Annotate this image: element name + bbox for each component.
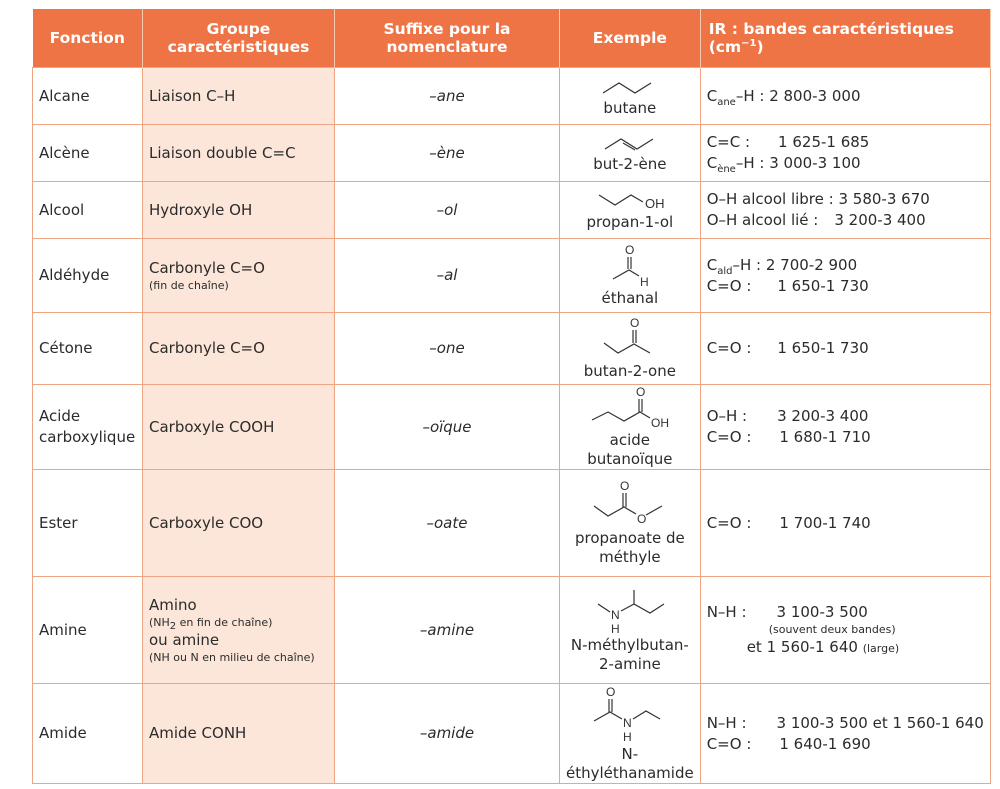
cell-fonction: Alcool <box>33 182 143 239</box>
molecule-name: butane <box>603 98 657 117</box>
atom-label: OH <box>644 195 665 211</box>
groupe-note-2: (NH ou N en milieu de chaîne) <box>149 651 315 664</box>
cell-exemple <box>560 125 701 182</box>
functional-groups-table <box>32 9 991 784</box>
cell-suffixe: –al <box>335 239 560 313</box>
but-2-ene-molecule-icon <box>595 133 665 155</box>
atom-label: O <box>619 479 630 493</box>
cell-groupe: Liaison double C=C <box>143 125 335 182</box>
ir-line: O–H : 3 200-3 400 <box>706 407 869 425</box>
ir-line: C=O : 1 640-1 690 <box>706 734 871 753</box>
table-row <box>33 385 991 470</box>
ir-line: O–H alcool lié : 3 200-3 400 <box>706 211 926 229</box>
cell-fonction: Alcène <box>33 125 143 182</box>
atom-label: H <box>610 622 620 636</box>
cell-ir <box>700 125 990 182</box>
molecule-name: butan-2-one <box>583 362 676 380</box>
ir-line: C=O : 1 650-1 730 <box>706 276 869 295</box>
atom-label: N <box>622 715 632 730</box>
atom-label: H <box>622 729 632 744</box>
table-row <box>33 182 991 239</box>
cell-groupe: Liaison C–H <box>143 68 335 125</box>
header-suffixe-label: Suffixe pour la nomenclature <box>383 20 511 56</box>
header-ir <box>700 9 990 68</box>
cell-suffixe: –oïque <box>335 385 560 470</box>
header-ir-unit-exp: −1 <box>741 37 757 49</box>
header-groupe <box>143 9 335 68</box>
propan-1-ol-molecule-icon <box>585 189 675 213</box>
molecule-name: propanoate de méthyle <box>574 529 685 566</box>
cell-groupe: Carbonyle C=O <box>143 313 335 385</box>
groupe-note: ($NH_2$ en fin de chaîne) <box>149 616 273 633</box>
molecule-name: N-éthyléthanamide <box>566 744 694 782</box>
cell-groupe: Carboxyle COO <box>143 470 335 577</box>
atom-label: O <box>624 243 635 257</box>
cell-exemple <box>560 385 701 470</box>
molecule-name: N-méthylbutan-2-amine <box>570 636 689 673</box>
ir-line: $C_{ald}-H$ : 2 700-2 900 <box>706 255 858 277</box>
cell-suffixe: –one <box>335 313 560 385</box>
butan-2-one-molecule-icon <box>590 316 670 362</box>
cell-exemple <box>560 182 701 239</box>
header-row <box>33 9 991 68</box>
table-row <box>33 470 991 577</box>
cell-fonction: Amine <box>33 577 143 684</box>
ir-line: C=O : 1 680-1 710 <box>706 428 871 446</box>
cell-ir <box>700 385 990 470</box>
table-row <box>33 684 991 784</box>
cell-fonction: Alcane <box>33 68 143 125</box>
cell-ir <box>700 684 990 784</box>
header-groupe-label: Groupe caractéristiques <box>167 20 310 56</box>
cell-suffixe: –amide <box>335 684 560 784</box>
molecule-name: acide butanoïque <box>587 431 673 468</box>
table-row <box>33 125 991 182</box>
header-exemple: Exemple <box>560 9 701 68</box>
cell-suffixe: –amine <box>335 577 560 684</box>
cell-groupe: Carboxyle COOH <box>143 385 335 470</box>
atom-label: OH <box>650 416 669 430</box>
table-row <box>33 239 991 313</box>
table-row <box>33 577 991 684</box>
butane-molecule-icon <box>595 75 665 99</box>
cell-exemple <box>560 577 701 684</box>
cell-fonction: Aldéhyde <box>33 239 143 313</box>
cell-ir <box>700 577 990 684</box>
cell-fonction: Cétone <box>33 313 143 385</box>
atom-label: H <box>639 275 649 289</box>
cell-ir <box>700 313 990 385</box>
atom-label: O <box>635 385 646 399</box>
ir-line: C=O : 1 700-1 740 <box>706 513 871 532</box>
groupe-label-2: ou amine <box>149 631 220 649</box>
ir-line: N–H : 3 100-3 500 et 1 560-1 640 <box>706 713 984 732</box>
cell-groupe <box>143 239 335 313</box>
groupe-label: Carbonyle C=O <box>149 259 265 277</box>
cell-groupe: Hydroxyle OH <box>143 182 335 239</box>
cell-groupe: Amide CONH <box>143 684 335 784</box>
cell-ir <box>700 470 990 577</box>
header-ir-title: IR : bandes caractéristiques <box>708 20 954 38</box>
cell-exemple <box>560 684 701 784</box>
cell-suffixe: –oate <box>335 470 560 577</box>
n-ethylethanamide-molecule-icon <box>580 685 680 745</box>
cell-fonction: Amide <box>33 684 143 784</box>
ir-line: N–H : 3 100-3 500 <box>706 603 868 621</box>
ir-line: C=O : 1 650-1 730 <box>706 339 869 357</box>
groupe-note: (fin de chaîne) <box>149 279 229 292</box>
cell-suffixe: –ol <box>335 182 560 239</box>
header-ir-unit-close: ) <box>756 38 764 56</box>
ir-line: $C_{ène}-H$ : 3 000-3 100 <box>706 154 861 175</box>
cell-exemple <box>560 470 701 577</box>
molecule-name: propan-1-ol <box>586 212 674 231</box>
cell-exemple <box>560 313 701 385</box>
header-ir-unit: (cm <box>708 38 742 56</box>
n-methylbutan-2-amine-molecule-icon <box>580 586 680 636</box>
cell-fonction: Ester <box>33 470 143 577</box>
atom-label: O <box>605 684 616 699</box>
cell-ir <box>700 239 990 313</box>
methyl-propanoate-molecule-icon <box>580 479 680 529</box>
molecule-name: éthanal <box>601 289 659 307</box>
groupe-label: Amino <box>149 596 197 614</box>
ir-line: O–H alcool libre : 3 580-3 670 <box>706 190 930 208</box>
cell-exemple <box>560 239 701 313</box>
header-suffixe <box>335 9 560 68</box>
cell-suffixe: –ène <box>335 125 560 182</box>
table-row <box>33 68 991 125</box>
header-fonction: Fonction <box>33 9 143 68</box>
cell-exemple <box>560 68 701 125</box>
cell-ir <box>700 68 990 125</box>
atom-label: O <box>629 316 640 330</box>
molecule-name: but-2-ène <box>593 154 667 173</box>
cell-fonction: Acide carboxylique <box>33 385 143 470</box>
ir-note: (souvent deux bandes) <box>768 623 896 636</box>
cell-ir <box>700 182 990 239</box>
butanoic-acid-molecule-icon <box>580 385 680 431</box>
ir-line: C=C : 1 625-1 685 <box>706 133 870 151</box>
cell-groupe <box>143 577 335 684</box>
ir-line: $C_{ane}-H$ : 2 800-3 000 <box>706 86 861 108</box>
table-row <box>33 313 991 385</box>
ir-line: et 1 560-1 640 (large) <box>746 638 900 656</box>
atom-label: O <box>636 512 647 526</box>
cell-suffixe: –ane <box>335 68 560 125</box>
atom-label: N <box>610 608 620 622</box>
ethanal-molecule-icon <box>595 243 665 289</box>
